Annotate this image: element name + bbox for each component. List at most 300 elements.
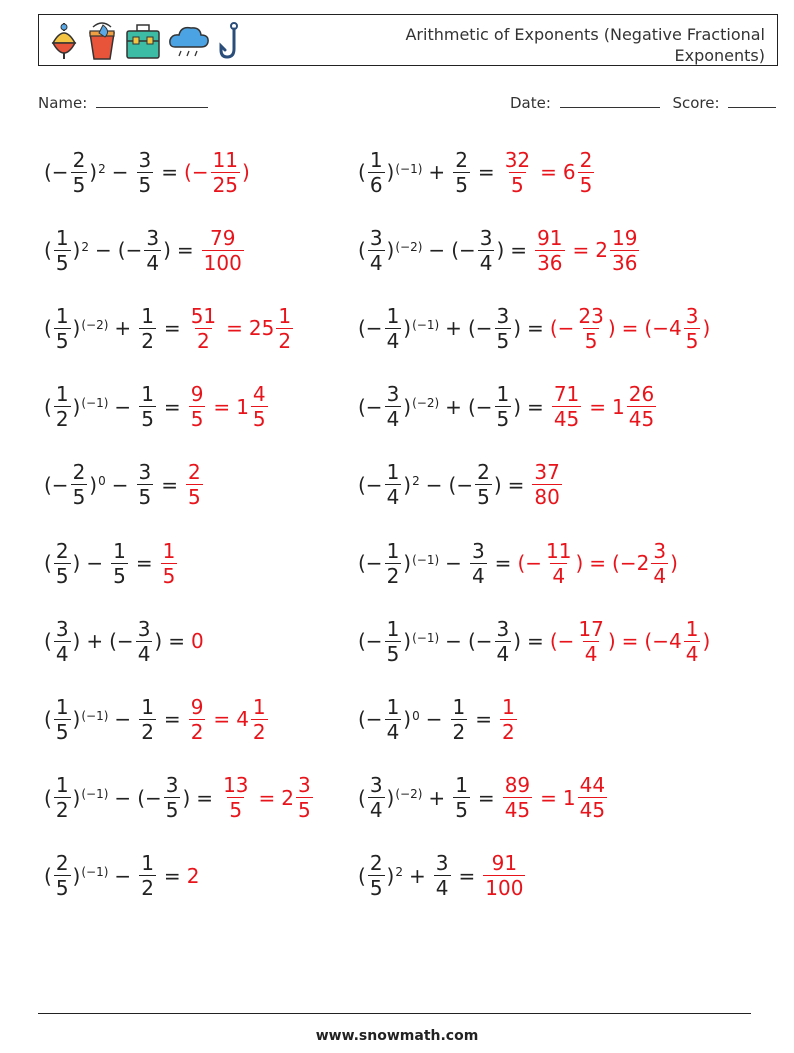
worksheet-title: [345, 24, 765, 66]
paren: (−: [358, 707, 383, 732]
denominator: 2: [141, 719, 154, 744]
exponent: 0: [412, 708, 420, 723]
score-blank[interactable]: [728, 93, 776, 108]
denominator: 4: [386, 719, 400, 744]
numerator: 1: [141, 851, 154, 876]
answer: [530, 460, 563, 510]
paren: (−: [358, 316, 383, 341]
fraction: [71, 147, 88, 197]
denominator: 5: [55, 876, 69, 901]
name-label: Name:: [38, 94, 88, 112]
denominator: 5: [55, 328, 69, 353]
numerator: 44: [579, 773, 606, 798]
paren: (: [44, 707, 52, 732]
numerator: 1: [452, 694, 466, 719]
denominator: 2: [452, 719, 466, 744]
fraction: [578, 147, 595, 197]
paren: ): [182, 785, 191, 810]
exponent: 2: [412, 474, 420, 489]
numerator: 1: [386, 460, 400, 485]
numerator: 2: [455, 147, 468, 172]
fraction: [684, 303, 701, 353]
problem-expression: [44, 694, 158, 744]
denominator: 2: [386, 563, 400, 588]
numerator: 3: [298, 773, 311, 798]
paren: (−: [467, 629, 493, 654]
operator: −: [111, 472, 129, 497]
fraction: [139, 694, 156, 744]
operator: +: [445, 316, 462, 341]
denominator: 5: [298, 798, 311, 823]
icon-strip: [49, 20, 243, 62]
number: 2: [186, 863, 200, 888]
fraction: [544, 538, 573, 588]
equals-sign: =: [135, 551, 153, 575]
whole-number: 1: [612, 394, 625, 419]
fraction: [111, 538, 128, 588]
denominator: 5: [190, 407, 204, 432]
paren: (−: [517, 551, 542, 575]
numerator: 1: [141, 382, 154, 407]
paren: (−: [549, 629, 575, 654]
fraction: [453, 773, 470, 823]
numerator: 1: [55, 382, 69, 407]
exponent: 2: [81, 239, 89, 254]
numerator: 1: [55, 773, 69, 798]
fraction: [139, 382, 156, 432]
fraction: [54, 303, 71, 353]
problem-expression: [358, 773, 472, 823]
answer: [549, 303, 711, 353]
problem-expression: [44, 303, 158, 353]
fraction: [385, 616, 402, 666]
paren: ): [607, 316, 616, 341]
fraction: [451, 694, 468, 744]
numerator: 1: [55, 694, 69, 719]
exponent: 2: [395, 865, 403, 880]
whole-number: 2: [281, 785, 295, 810]
answer: [481, 851, 527, 901]
problem-item: [358, 689, 519, 749]
fraction: [368, 773, 385, 823]
problem-expression: [358, 303, 522, 353]
equals-sign: =: [196, 785, 214, 810]
equals-sign: =: [494, 551, 512, 575]
paren: ): [702, 316, 711, 341]
exponent: 2: [98, 161, 106, 176]
problem-item: [44, 298, 295, 358]
denominator: 100: [485, 876, 524, 901]
denominator: 4: [435, 876, 449, 901]
answer: [184, 147, 250, 197]
paren: (: [44, 551, 52, 575]
denominator: 4: [471, 563, 485, 588]
fraction: [276, 303, 293, 353]
problem-expression: [358, 851, 453, 901]
denominator: 45: [628, 407, 655, 432]
numerator: 1: [386, 616, 400, 641]
denominator: 4: [146, 250, 160, 275]
answer: [550, 382, 658, 432]
paren: ): [72, 707, 81, 732]
fraction: [54, 225, 71, 275]
denominator: 5: [252, 407, 266, 432]
paren: (−: [44, 160, 69, 184]
fraction: [453, 147, 470, 197]
paren: (: [358, 238, 366, 263]
paren: (−: [137, 785, 162, 810]
numerator: 1: [386, 694, 400, 719]
title-line-1: Arithmetic of Exponents (Negative Fractional: [405, 25, 765, 44]
numerator: 2: [72, 147, 86, 172]
equals-sign: =: [477, 785, 495, 810]
denominator: 2: [197, 328, 210, 353]
paren: ): [154, 629, 163, 654]
denominator: 4: [685, 641, 699, 666]
operator: −: [425, 472, 443, 497]
paren: ): [163, 238, 171, 263]
numerator: 3: [435, 851, 449, 876]
denominator: 4: [55, 641, 69, 666]
numerator: 3: [137, 616, 151, 641]
fraction: [385, 382, 402, 432]
denominator: 5: [584, 328, 598, 353]
denominator: 5: [55, 250, 69, 275]
title-line-2: Exponents): [674, 46, 765, 65]
fraction: [385, 460, 402, 510]
numerator: 1: [369, 147, 383, 172]
denominator: 80: [534, 485, 560, 510]
numerator: 3: [369, 225, 383, 250]
numerator: 2: [72, 460, 86, 485]
paren: (: [44, 785, 52, 810]
fraction: [137, 460, 154, 510]
numerator: 1: [162, 538, 176, 563]
paren: ): [513, 316, 522, 341]
numerator: 2: [477, 460, 490, 485]
denominator: 5: [229, 798, 243, 823]
operator: −: [114, 863, 132, 888]
denominator: 45: [504, 798, 531, 823]
problem-item: [358, 298, 710, 358]
paren: ): [386, 785, 395, 810]
fraction: [189, 382, 206, 432]
fraction: [221, 773, 250, 823]
equals-sign: =: [527, 394, 544, 419]
date-blank[interactable]: [560, 93, 660, 108]
fraction: [684, 616, 701, 666]
numerator: 3: [479, 225, 493, 250]
fraction: [532, 460, 561, 510]
paren: ): [386, 238, 395, 263]
answer: [184, 460, 205, 510]
problem-item: [44, 846, 199, 906]
denominator: 5: [579, 172, 593, 197]
problem-item: [44, 220, 246, 280]
denominator: 6: [369, 172, 383, 197]
fraction: [495, 303, 512, 353]
fraction: [475, 460, 492, 510]
denominator: 5: [511, 172, 524, 197]
whole-number: 4: [668, 629, 682, 654]
date-label: Date:: [510, 94, 551, 112]
problem-item: [44, 533, 179, 593]
fraction: [434, 851, 451, 901]
numerator: 79: [210, 225, 236, 250]
problem-expression: [358, 694, 469, 744]
operator: +: [86, 629, 104, 654]
answer: [187, 694, 270, 744]
paren: ): [89, 160, 98, 184]
problem-expression: [358, 460, 502, 510]
paren: ): [72, 785, 81, 810]
paren: ): [403, 394, 412, 419]
denominator: 4: [137, 641, 151, 666]
problem-item: [358, 846, 527, 906]
paren: ): [72, 863, 81, 888]
fraction: [189, 303, 218, 353]
numerator: 1: [386, 538, 400, 563]
equals-sign: =: [163, 707, 181, 732]
fishing-bobber-icon: [49, 21, 79, 61]
paren: (−: [358, 629, 383, 654]
name-blank[interactable]: [96, 93, 208, 108]
operator: −: [86, 551, 104, 575]
fraction: [503, 147, 532, 197]
operator: =: [589, 394, 607, 419]
fraction: [137, 147, 154, 197]
operator: =: [621, 316, 639, 341]
problem-item: [44, 377, 270, 437]
fraction: [136, 616, 153, 666]
operator: −: [425, 707, 443, 732]
fraction: [500, 694, 517, 744]
problem-expression: [358, 382, 522, 432]
denominator: 4: [552, 563, 566, 588]
denominator: 4: [369, 798, 383, 823]
numerator: 2: [188, 460, 201, 485]
numerator: 2: [579, 147, 593, 172]
fraction: [576, 616, 605, 666]
fraction: [503, 773, 532, 823]
denominator: 5: [496, 328, 510, 353]
fraction: [627, 382, 656, 432]
denominator: 36: [537, 250, 563, 275]
whole-number: 1: [562, 785, 576, 810]
problem-item: [44, 455, 205, 515]
fraction: [211, 147, 240, 197]
numerator: 2: [55, 851, 69, 876]
numerator: 9: [190, 382, 204, 407]
denominator: 4: [386, 328, 400, 353]
answer: [219, 773, 315, 823]
paren: (−: [451, 238, 476, 263]
fraction: [368, 147, 385, 197]
numerator: 3: [55, 616, 69, 641]
numerator: 3: [496, 616, 510, 641]
fraction: [54, 538, 71, 588]
numerator: 11: [212, 147, 239, 172]
number: 0: [191, 629, 204, 654]
denominator: 5: [685, 328, 699, 353]
fraction: [164, 773, 181, 823]
fraction: [54, 616, 71, 666]
footer-divider: [38, 1013, 751, 1014]
numerator: 51: [190, 303, 217, 328]
paren: (−: [467, 316, 493, 341]
problem-expression: [44, 538, 130, 588]
fraction: [202, 225, 244, 275]
fraction: [71, 460, 88, 510]
equals-sign: =: [163, 863, 181, 888]
fishing-hook-icon: [217, 21, 243, 61]
numerator: 91: [491, 851, 518, 876]
numerator: 3: [685, 303, 699, 328]
operator: =: [213, 394, 231, 419]
paren: ): [496, 238, 505, 263]
operator: =: [213, 707, 231, 732]
problem-item: [358, 377, 658, 437]
problem-item: [358, 220, 641, 280]
equals-sign: =: [161, 160, 179, 184]
denominator: 5: [455, 798, 468, 823]
paren: (−: [44, 472, 69, 497]
fraction: [251, 382, 268, 432]
numerator: 1: [386, 303, 400, 328]
fraction: [54, 382, 71, 432]
problem-item: [358, 768, 609, 828]
paren: ): [513, 629, 522, 654]
denominator: 5: [455, 172, 468, 197]
paren: ): [403, 316, 412, 341]
paren: (−: [644, 629, 669, 654]
equals-sign: =: [527, 316, 544, 341]
denominator: 5: [369, 876, 383, 901]
operator: =: [258, 785, 276, 810]
exponent: (−1): [81, 865, 109, 880]
operator: +: [114, 316, 132, 341]
denominator: 4: [386, 407, 400, 432]
problem-expression: [358, 225, 505, 275]
exponent: 0: [98, 474, 106, 489]
fraction: [385, 303, 402, 353]
fraction: [495, 616, 512, 666]
denominator: 4: [584, 641, 598, 666]
denominator: 5: [162, 563, 176, 588]
problem-item: [44, 768, 315, 828]
numerator: 71: [553, 382, 580, 407]
denominator: 5: [188, 485, 201, 510]
problem-item: [44, 142, 250, 202]
equals-sign: =: [475, 707, 493, 732]
problem-expression: [44, 851, 158, 901]
operator: =: [572, 238, 590, 263]
paren: (−: [467, 394, 493, 419]
numerator: 3: [146, 225, 160, 250]
denominator: 45: [553, 407, 580, 432]
numerator: 1: [496, 382, 510, 407]
denominator: 5: [477, 485, 490, 510]
problem-expression: [44, 225, 171, 275]
score-label: Score:: [672, 94, 720, 112]
paren: ): [403, 707, 412, 732]
problem-item: [358, 142, 596, 202]
exponent: (−1): [395, 161, 423, 176]
numerator: 11: [546, 538, 572, 563]
operator: −: [114, 394, 132, 419]
problem-item: [358, 611, 710, 671]
operator: −: [114, 785, 132, 810]
equals-sign: =: [458, 863, 476, 888]
problem-expression: [44, 773, 191, 823]
paren: ): [72, 551, 81, 575]
denominator: 2: [141, 876, 154, 901]
footer-url: www.snowmath.com: [315, 1028, 479, 1044]
denominator: 5: [496, 407, 510, 432]
numerator: 13: [223, 773, 249, 798]
paren: (: [358, 785, 366, 810]
numerator: 3: [165, 773, 179, 798]
exponent: (−1): [81, 708, 109, 723]
paren: (−: [358, 394, 383, 419]
denominator: 5: [55, 563, 69, 588]
paren: (: [44, 394, 52, 419]
equals-sign: =: [510, 238, 528, 263]
fraction: [186, 460, 203, 510]
denominator: 25: [212, 172, 239, 197]
whole-number: 25: [248, 316, 275, 341]
paren: (: [358, 160, 366, 184]
paren: ): [72, 238, 81, 263]
exponent: (−1): [412, 630, 440, 645]
numerator: 37: [534, 460, 560, 485]
equals-sign: =: [163, 316, 181, 341]
answer: [200, 225, 246, 275]
problem-item: [44, 611, 204, 671]
denominator: 5: [138, 172, 152, 197]
paren: ): [670, 551, 678, 575]
exponent: (−1): [81, 787, 109, 802]
answer: [501, 147, 597, 197]
numerator: 1: [113, 538, 126, 563]
whole-number: 1: [236, 394, 249, 419]
paren: (−: [549, 316, 575, 341]
fraction: [610, 225, 639, 275]
operator: +: [445, 394, 462, 419]
operator: −: [428, 238, 446, 263]
whole-number: 4: [668, 316, 682, 341]
paren: ): [403, 551, 412, 575]
denominator: 2: [278, 328, 292, 353]
denominator: 2: [502, 719, 515, 744]
problem-item: [44, 689, 270, 749]
paren: (−: [358, 472, 383, 497]
fraction: [161, 538, 178, 588]
fraction: [296, 773, 313, 823]
fraction: [578, 773, 607, 823]
answer: [517, 538, 678, 588]
fraction: [483, 851, 525, 901]
exponent: (−1): [412, 317, 440, 332]
exponent: (−1): [81, 396, 109, 411]
fraction: [139, 851, 156, 901]
paren: (−: [612, 551, 637, 575]
rain-cloud-icon: [167, 21, 211, 61]
fraction: [470, 538, 487, 588]
paren: ): [386, 160, 395, 184]
answer: [191, 629, 204, 653]
problem-expression: [44, 147, 155, 197]
